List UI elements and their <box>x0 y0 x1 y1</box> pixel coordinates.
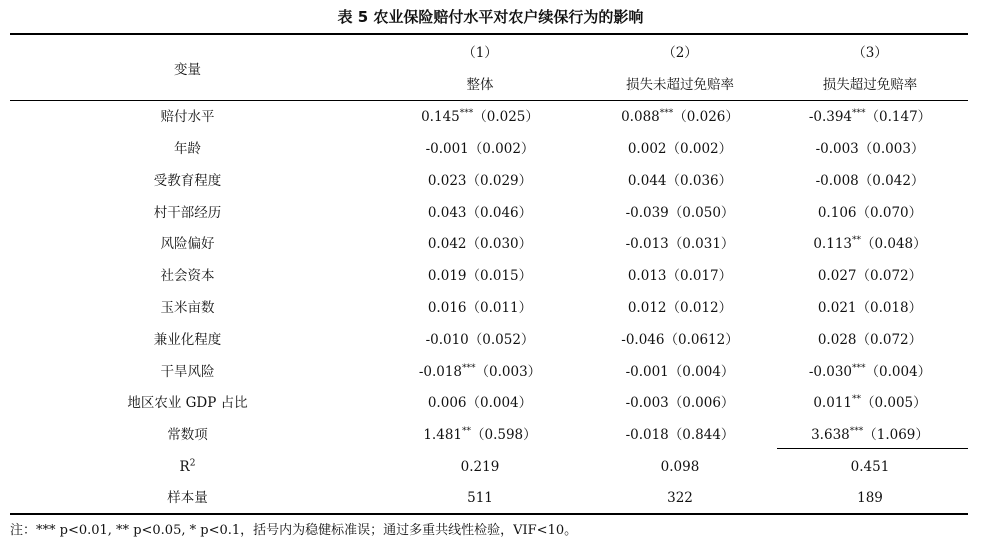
coefficient-value: 0.011 <box>813 395 852 411</box>
standard-error: （0.004） <box>466 395 533 411</box>
coefficient-value: 0.088 <box>621 109 660 125</box>
significance-stars: ** <box>462 426 471 437</box>
stat-value: 0.098 <box>660 459 700 475</box>
coefficient-value: -0.013 <box>625 236 669 252</box>
coefficient-cell <box>380 268 580 284</box>
column-number-1: （1） <box>462 45 498 61</box>
coefficient-value: 0.044 <box>627 173 667 189</box>
table-title: 表 5 农业保险赔付水平对农户续保行为的影响 <box>337 8 644 26</box>
coefficient-value: 0.023 <box>427 173 467 189</box>
standard-error: （0.002） <box>666 141 733 157</box>
stat-value: 511 <box>467 490 493 506</box>
partial-rule <box>777 448 968 449</box>
coefficient-value: 3.638 <box>811 427 850 443</box>
standard-error: （0.004） <box>865 364 932 380</box>
coefficient-value: -0.394 <box>808 109 853 125</box>
coefficient-cell <box>380 173 580 189</box>
standard-error: （1.069） <box>863 427 929 443</box>
standard-error: （0.046） <box>466 205 533 221</box>
coefficient-value: 0.019 <box>427 268 467 284</box>
coefficient-value: -0.010 <box>425 332 469 348</box>
coefficient-value: 0.042 <box>427 236 467 252</box>
standard-error: （0.0612） <box>664 332 739 348</box>
standard-error: （0.072） <box>856 268 923 284</box>
standard-error: （0.005） <box>861 395 927 411</box>
coefficient-cell <box>770 427 970 443</box>
variable-header: 变量 <box>174 62 201 78</box>
standard-error: （0.002） <box>468 141 535 157</box>
coefficient-cell <box>580 395 780 411</box>
coefficient-cell <box>380 205 580 221</box>
coefficient-value: 0.106 <box>817 205 857 221</box>
coefficient-value: 0.006 <box>427 395 467 411</box>
row-variable-name: 地区农业 GDP 占比 <box>127 395 248 411</box>
standard-error: （0.048） <box>861 236 927 252</box>
standard-error: （0.029） <box>466 173 533 189</box>
stat-name-cell <box>10 459 365 475</box>
column-number-2: （2） <box>662 45 698 61</box>
standard-error: （0.012） <box>666 300 733 316</box>
standard-error: （0.072） <box>856 332 923 348</box>
stat-value: 189 <box>857 490 883 506</box>
standard-error: （0.025） <box>473 109 539 125</box>
coefficient-cell <box>770 395 970 411</box>
header-rule <box>10 100 968 101</box>
coefficient-cell <box>380 364 580 380</box>
coefficient-cell <box>380 141 580 157</box>
coefficient-value: -0.003 <box>625 395 669 411</box>
coefficient-value: -0.001 <box>425 141 469 157</box>
row-variable-name: 干旱风险 <box>160 364 215 380</box>
standard-error: （0.598） <box>471 427 537 443</box>
coefficient-cell <box>580 205 780 221</box>
coefficient-cell <box>380 236 580 252</box>
coefficient-cell <box>770 173 970 189</box>
stat-name: 样本量 <box>167 490 208 506</box>
coefficient-value: -0.018 <box>418 364 463 380</box>
stat-value: 322 <box>667 490 693 506</box>
column-label-2: 损失未超过免赔率 <box>626 77 734 93</box>
coefficient-cell <box>380 395 580 411</box>
coefficient-value: 0.021 <box>817 300 857 316</box>
row-variable-name: 常数项 <box>167 427 208 443</box>
standard-error: （0.017） <box>666 268 733 284</box>
coefficient-value: -0.008 <box>815 173 859 189</box>
standard-error: （0.031） <box>668 236 735 252</box>
coefficient-value: 0.028 <box>817 332 857 348</box>
standard-error: （0.050） <box>668 205 735 221</box>
coefficient-value: 0.013 <box>627 268 667 284</box>
coefficient-cell <box>770 332 970 348</box>
significance-stars: *** <box>659 108 674 119</box>
column-label-1: 整体 <box>466 77 494 93</box>
stat-superscript: 2 <box>189 458 196 469</box>
standard-error: （0.052） <box>468 332 535 348</box>
coefficient-value: -0.039 <box>625 205 669 221</box>
standard-error: （0.004） <box>668 364 735 380</box>
significance-stars: *** <box>462 363 476 374</box>
column-number-3: （3） <box>852 45 888 61</box>
significance-stars: *** <box>849 426 864 437</box>
stat-name: R <box>179 459 190 475</box>
coefficient-cell <box>770 268 970 284</box>
coefficient-value: -0.018 <box>625 427 669 443</box>
coefficient-cell <box>770 236 970 252</box>
coefficient-value: 0.002 <box>627 141 667 157</box>
coefficient-cell <box>770 109 970 125</box>
stat-value: 0.219 <box>460 459 500 475</box>
coefficient-cell <box>770 300 970 316</box>
coefficient-cell <box>770 141 970 157</box>
standard-error: （0.018） <box>856 300 923 316</box>
row-variable-name: 风险偏好 <box>160 236 215 252</box>
coefficient-cell <box>380 332 580 348</box>
coefficient-value: 0.012 <box>627 300 667 316</box>
standard-error: （0.015） <box>466 268 533 284</box>
coefficient-value: 0.113 <box>813 236 852 252</box>
coefficient-cell <box>770 205 970 221</box>
standard-error: （0.006） <box>668 395 735 411</box>
row-variable-name: 玉米亩数 <box>160 300 215 316</box>
coefficient-value: -0.003 <box>815 141 859 157</box>
standard-error: （0.036） <box>666 173 733 189</box>
bottom-rule <box>10 513 968 515</box>
row-variable-name: 村干部经历 <box>153 205 222 221</box>
coefficient-cell <box>580 173 780 189</box>
row-variable-name: 兼业化程度 <box>153 332 222 348</box>
significance-stars: ** <box>852 394 861 405</box>
coefficient-value: -0.030 <box>808 364 853 380</box>
standard-error: （0.042） <box>858 173 925 189</box>
row-variable-name: 年龄 <box>174 141 201 157</box>
coefficient-cell <box>380 109 580 125</box>
coefficient-cell <box>580 109 780 125</box>
top-rule <box>10 33 968 35</box>
coefficient-cell <box>580 364 780 380</box>
stat-name-cell <box>10 490 365 506</box>
table-note: 注：*** p<0.01, ** p<0.05, * p<0.1，括号内为稳健标准误；通过多重共线性检验，VIF<10。 <box>10 523 578 538</box>
row-variable-name: 赔付水平 <box>160 109 215 125</box>
column-label-3: 损失超过免赔率 <box>822 77 918 93</box>
coefficient-cell <box>770 364 970 380</box>
significance-stars: *** <box>852 108 866 119</box>
coefficient-value: 0.016 <box>427 300 467 316</box>
standard-error: （0.003） <box>475 364 542 380</box>
standard-error: （0.011） <box>466 300 533 316</box>
coefficient-value: -0.001 <box>625 364 669 380</box>
coefficient-value: 0.043 <box>427 205 467 221</box>
standard-error: （0.147） <box>865 109 932 125</box>
coefficient-value: 1.481 <box>423 427 462 443</box>
coefficient-cell <box>580 427 780 443</box>
coefficient-value: 0.027 <box>817 268 857 284</box>
row-variable-name: 社会资本 <box>160 268 215 284</box>
standard-error: （0.003） <box>858 141 925 157</box>
significance-stars: ** <box>852 235 861 246</box>
coefficient-value: 0.145 <box>421 109 460 125</box>
coefficient-cell <box>580 236 780 252</box>
coefficient-cell <box>580 332 780 348</box>
row-variable-name: 受教育程度 <box>153 173 222 189</box>
coefficient-cell <box>580 300 780 316</box>
standard-error: （0.070） <box>856 205 923 221</box>
standard-error: （0.844） <box>668 427 735 443</box>
coefficient-cell <box>580 141 780 157</box>
significance-stars: *** <box>852 363 866 374</box>
stat-value: 0.451 <box>850 459 890 475</box>
standard-error: （0.030） <box>466 236 533 252</box>
coefficient-cell <box>580 268 780 284</box>
significance-stars: *** <box>459 108 474 119</box>
coefficient-value: -0.046 <box>621 332 665 348</box>
coefficient-cell <box>380 427 580 443</box>
coefficient-cell <box>380 300 580 316</box>
standard-error: （0.026） <box>673 109 739 125</box>
